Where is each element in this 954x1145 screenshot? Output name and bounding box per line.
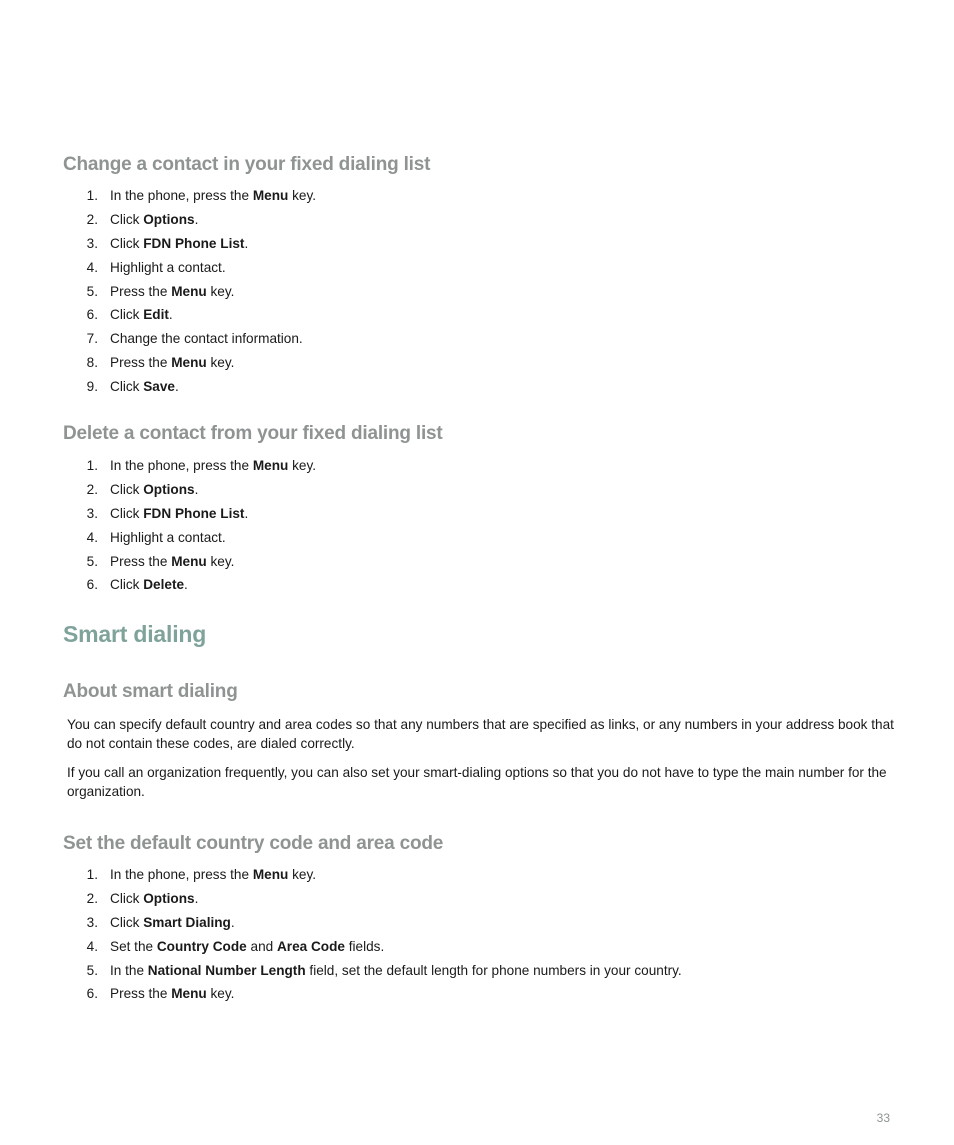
list-item <box>0 911 860 935</box>
step-number: 9. <box>86 379 98 395</box>
step-text-fragment: . <box>244 235 249 251</box>
step-text-fragment: . <box>168 307 173 323</box>
step-text <box>110 478 198 502</box>
step-number: 8. <box>86 355 98 371</box>
step-text-fragment: . <box>194 890 199 906</box>
main-heading-smart-dialing: Smart dialing <box>63 621 207 647</box>
ui-term: Smart Dialing <box>143 914 231 930</box>
step-number: 6. <box>86 577 98 593</box>
step-text <box>110 327 303 351</box>
step-text-fragment: Click <box>110 379 144 395</box>
steps-set-default-codes <box>0 863 860 1006</box>
list-item <box>0 959 860 983</box>
list-item <box>0 184 860 208</box>
step-text-fragment: key. <box>288 458 317 473</box>
step-text <box>110 959 682 983</box>
step-text <box>110 887 198 911</box>
step-text <box>110 526 226 550</box>
step-text-fragment: and <box>246 938 277 954</box>
list-item <box>0 327 860 351</box>
list-item <box>0 208 860 232</box>
step-text-fragment: Press the <box>110 283 172 299</box>
step-number: 2. <box>86 890 98 906</box>
step-text-fragment: . <box>244 505 249 521</box>
step-number: 4. <box>86 938 98 954</box>
step-number: 6. <box>86 986 98 1002</box>
ui-term: Delete <box>143 577 185 593</box>
list-item <box>0 887 860 911</box>
step-text <box>110 375 179 399</box>
step-text-fragment: fields. <box>344 938 385 954</box>
list-item <box>0 573 860 597</box>
step-text <box>110 502 248 526</box>
step-text-fragment: key. <box>206 553 235 569</box>
list-item <box>0 454 860 478</box>
step-number: 3. <box>86 505 98 521</box>
step-number: 1. <box>86 188 98 203</box>
list-item <box>0 502 860 526</box>
step-text <box>110 573 188 597</box>
section-heading-about-smart-dialing: About smart dialing <box>63 681 238 702</box>
step-number: 5. <box>86 553 98 569</box>
step-text-fragment: key. <box>206 986 235 1002</box>
step-text-fragment: Click <box>110 577 144 593</box>
list-item <box>0 550 860 574</box>
step-text-fragment: key. <box>288 188 317 203</box>
step-text-fragment: Click <box>110 481 144 497</box>
list-item <box>0 303 860 327</box>
ui-term: Menu <box>171 283 207 299</box>
step-text-fragment: Click <box>110 505 144 521</box>
step-text <box>110 351 234 375</box>
ui-term: Options <box>143 890 195 906</box>
step-text-fragment: In the phone, press the <box>110 458 253 473</box>
ui-term: Edit <box>143 307 169 323</box>
step-number: 5. <box>86 283 98 299</box>
step-text-fragment: key. <box>206 283 235 299</box>
step-text <box>110 911 235 935</box>
step-number: 3. <box>86 914 98 930</box>
step-number: 4. <box>86 259 98 275</box>
step-text-fragment: . <box>174 379 179 395</box>
ui-term: Menu <box>252 188 289 203</box>
section-heading-set-default-codes: Set the default country code and area code <box>63 833 444 854</box>
step-number: 2. <box>86 211 98 227</box>
step-number: 6. <box>86 307 98 323</box>
step-text-fragment: In the phone, press the <box>110 867 253 882</box>
step-text-fragment: key. <box>288 867 317 882</box>
list-item <box>0 351 860 375</box>
ui-term: Save <box>143 379 175 395</box>
step-number: 2. <box>86 481 98 497</box>
step-text-fragment: Click <box>110 914 144 930</box>
step-text <box>110 550 234 574</box>
step-text-fragment: In the <box>110 962 148 978</box>
step-number: 7. <box>86 331 98 347</box>
step-text-fragment: Highlight a contact. <box>110 529 226 545</box>
step-text <box>110 303 173 327</box>
step-text <box>110 982 234 1006</box>
step-text-fragment: Press the <box>110 355 172 371</box>
step-text <box>110 935 384 959</box>
step-text-fragment: In the phone, press the <box>110 188 253 203</box>
ui-term: Options <box>143 211 195 227</box>
step-text-fragment: Press the <box>110 553 172 569</box>
ui-term: Menu <box>252 867 289 882</box>
list-item <box>0 935 860 959</box>
ui-term: FDN Phone List <box>143 235 245 251</box>
paragraph-about-1: You can specify default country and area codes so that any numbers that are specified as links, or any numbers in your address book that do not contain these codes, are dialed correctly. <box>67 717 894 751</box>
step-text-fragment: . <box>230 914 235 930</box>
step-text-fragment: Set the <box>110 938 157 954</box>
step-number: 4. <box>86 529 98 545</box>
steps-delete-contact <box>0 454 860 597</box>
ui-term: Menu <box>171 355 207 371</box>
step-text-fragment: Click <box>110 890 144 906</box>
list-item <box>0 982 860 1006</box>
list-item <box>0 256 860 280</box>
step-number: 5. <box>86 962 98 978</box>
step-text <box>110 863 316 887</box>
step-text-fragment: Highlight a contact. <box>110 259 226 275</box>
step-text-fragment: field, set the default length for phone numbers in your country. <box>305 962 682 978</box>
step-text-fragment: key. <box>206 355 235 371</box>
section-heading-change-contact: Change a contact in your fixed dialing list <box>63 154 431 175</box>
step-text <box>110 232 248 256</box>
step-text <box>110 454 316 478</box>
step-text-fragment: . <box>184 577 188 593</box>
ui-term: Country Code <box>156 938 247 954</box>
list-item <box>0 232 860 256</box>
step-text-fragment: . <box>194 481 199 497</box>
ui-term: Options <box>143 481 195 497</box>
step-text-fragment: . <box>194 211 199 227</box>
step-text-fragment: Change the contact information. <box>110 331 303 347</box>
step-text-fragment: Click <box>110 211 144 227</box>
ui-term: Area Code <box>276 938 345 954</box>
page-number: 33 <box>876 1111 890 1125</box>
step-text <box>110 184 316 208</box>
step-text-fragment: Click <box>110 307 144 323</box>
list-item <box>0 280 860 304</box>
step-number: 1. <box>86 458 98 473</box>
ui-term: Menu <box>171 986 207 1002</box>
ui-term: FDN Phone List <box>143 505 245 521</box>
step-number: 1. <box>86 867 98 882</box>
section-heading-delete-contact: Delete a contact from your fixed dialing list <box>63 423 443 444</box>
step-text <box>110 280 234 304</box>
ui-term: National Number Length <box>147 962 306 978</box>
step-text <box>110 256 226 280</box>
list-item <box>0 478 860 502</box>
ui-term: Menu <box>252 458 289 473</box>
step-text-fragment: Click <box>110 235 144 251</box>
list-item <box>0 863 860 887</box>
ui-term: Menu <box>171 553 207 569</box>
list-item <box>0 526 860 550</box>
steps-change-contact <box>0 184 860 399</box>
list-item <box>0 375 860 399</box>
paragraph-about-2: If you call an organization frequently, you can also set your smart-dialing options so that you do not have to type the main number for the organization. <box>67 765 887 799</box>
step-number: 3. <box>86 235 98 251</box>
step-text-fragment: Press the <box>110 986 172 1002</box>
step-text <box>110 208 198 232</box>
